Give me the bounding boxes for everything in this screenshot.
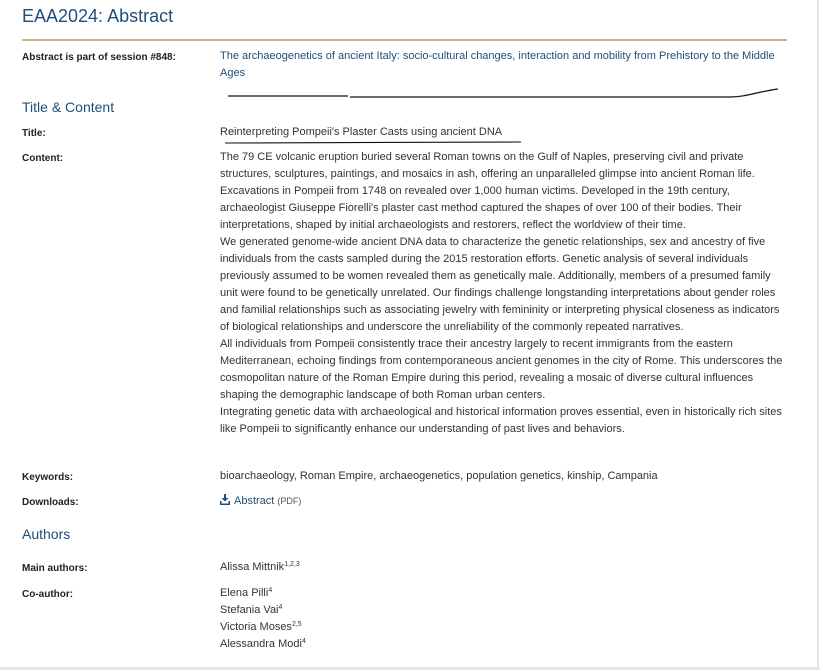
author-entry <box>220 585 306 602</box>
downloads-label: Downloads: <box>22 497 79 508</box>
author-name: Elena Pilli <box>220 587 269 599</box>
abstract-pdf-link[interactable] <box>220 495 301 507</box>
content-label: Content: <box>22 153 64 164</box>
author-entry <box>220 602 306 619</box>
author-name: Victoria Moses <box>220 621 292 633</box>
content-paragraph: The 79 CE volcanic eruption buried several Roman towns on the Gulf of Naples, preserving civil and private structures, sculptures, paintings, and mosaics in ash, offering an unparalleled glimpse into ancient Roman life. Excavations in Pompeii from 1748 on revealed over 1,000 human victims. Developed in the 19th century, archaeologist Giuseppe Fiorelli's plaster cast method captured the shapes of over 100 of their bodies. Their interpretations, shaped by initial archaeologists and restorers, reflect the worldview of their time. <box>220 151 755 231</box>
content-paragraph: Integrating genetic data with archaeological and historical information proves essential, even in historically rich sites like Pompeii to significantly enhance our understanding of past lives and behaviors. <box>220 406 782 435</box>
authors-heading: Authors <box>22 526 71 542</box>
title-content-heading: Title & Content <box>22 99 115 115</box>
downloads-value <box>220 493 301 510</box>
author-affiliation: 4 <box>278 604 283 611</box>
keywords-value: bioarchaeology, Roman Empire, archaeogenetics, population genetics, kinship, Campania <box>220 470 658 482</box>
author-affiliation: 1,2,3 <box>284 561 300 568</box>
co-authors-label: Co-author: <box>22 589 74 600</box>
download-icon <box>220 494 230 505</box>
session-value <box>220 48 790 82</box>
author-name: Alessandra Modi <box>220 638 302 650</box>
author-affiliation: 4 <box>268 587 273 594</box>
title-divider <box>22 39 787 41</box>
author-entry <box>220 636 306 653</box>
title-label: Title: <box>22 128 46 139</box>
session-label: Abstract is part of session #848: <box>22 52 176 63</box>
content-paragraph: We generated genome-wide ancient DNA data to characterize the genetic relationships, sex and ancestry of five individuals from the casts sampled during the 2015 restoration efforts. Genetic analysis of several individuals previously assumed to be women revealed them as genetically male. Additionally, members of a presumed family unit were found to be genetically unrelated. Our findings challenge longstanding interpretations about gender roles and familial relationships such as associating jewelry with femininity or interpreting physical closeness as indicators of biological relationships and underscore the unreliability of the commonly repeated narratives. <box>220 236 780 333</box>
author-name: Alissa Mittnik <box>220 561 285 573</box>
main-authors-label: Main authors: <box>22 563 88 574</box>
window-frame-right <box>817 0 819 670</box>
session-pen-underline <box>226 86 782 100</box>
author-affiliation: 4 <box>301 638 306 645</box>
author-entry <box>220 559 300 576</box>
keywords-label: Keywords: <box>22 472 74 483</box>
session-link[interactable]: The archaeogenetics of ancient Italy: socio-cultural changes, interaction and mobility from Prehistory to the Middle Ages <box>220 50 775 79</box>
page-title: EAA2024: Abstract <box>22 6 174 26</box>
author-entry <box>220 619 306 636</box>
content-body <box>220 149 788 438</box>
download-link-label: Abstract <box>234 495 275 507</box>
title-value: Reinterpreting Pompeii's Plaster Casts using ancient DNA <box>220 126 503 138</box>
content-paragraph: All individuals from Pompeii consistently trace their ancestry largely to recent immigrants from the eastern Mediterranean, echoing findings from contemporaneous ancient genomes in the city of Rome. This underscores the cosmopolitan nature of the Roman Empire during this period, revealing a mosaic of diverse cultural influences shaping the demographic landscape of both Roman urban centers. <box>220 338 783 401</box>
author-name: Stefania Vai <box>220 604 279 616</box>
author-affiliation: 2,5 <box>291 621 302 628</box>
main-authors-list <box>220 559 300 576</box>
download-format: (PDF) <box>277 496 302 506</box>
co-authors-list <box>220 585 306 653</box>
